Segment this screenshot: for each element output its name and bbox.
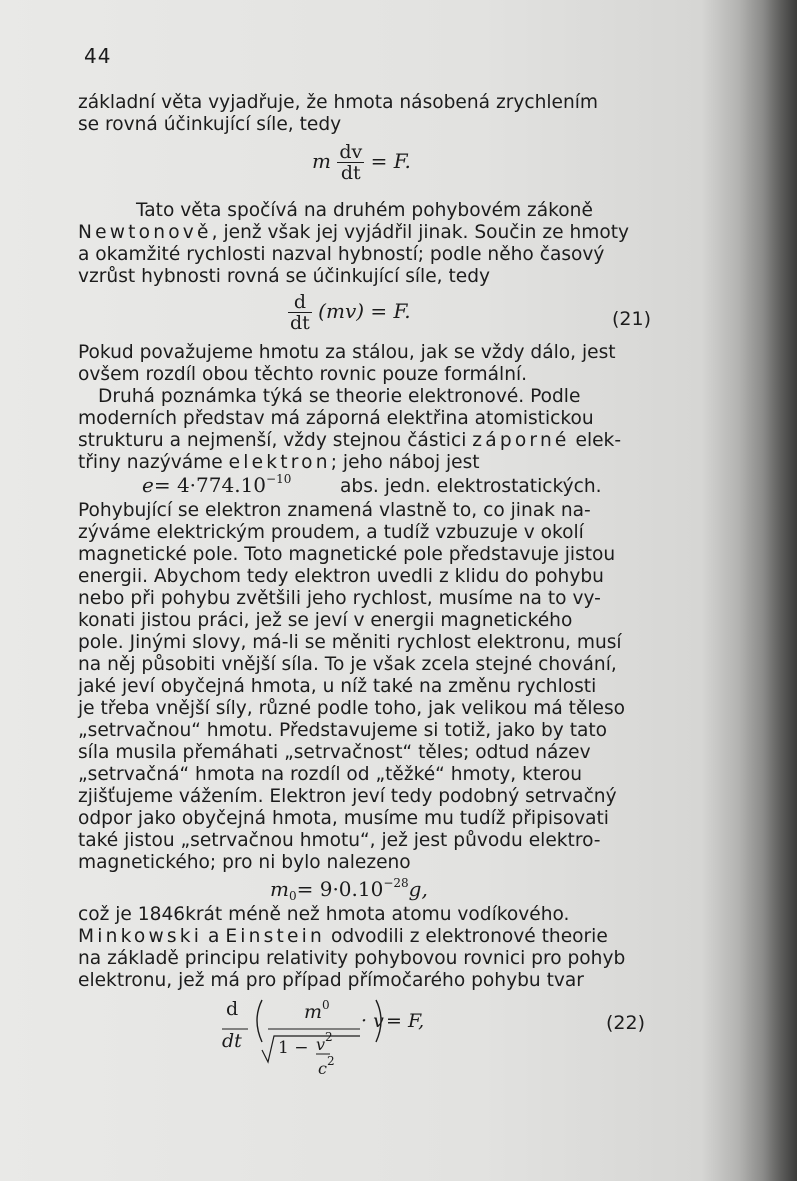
text-line: moderních představ má záporná elektřina atomistickou — [78, 408, 594, 429]
equation-electron-mass — [270, 876, 428, 903]
text-span: elek- — [575, 430, 622, 451]
text-span: třiny nazýváme — [78, 452, 223, 473]
text-line: Pokud považujeme hmotu za stálou, jak se vždy dálo, jest — [78, 342, 616, 363]
equation-21 — [288, 292, 411, 333]
equation-number: (21) — [612, 308, 652, 330]
text-line: odpor jako obyčejná hmota, musíme mu tudíž připisovati — [78, 808, 609, 829]
text-line: na základě principu relativity pohybovou rovnici pro pohyb — [78, 948, 626, 969]
eq-rhs: = F, — [386, 1010, 425, 1032]
text-line: a okamžité rychlosti nazval hybností; podle něho časový — [78, 244, 605, 265]
equation-number: (22) — [606, 1012, 646, 1034]
text-line: pole. Jinými slovy, má-li se měniti rychlost elektronu, musí — [78, 632, 622, 653]
text-line: energii. Abychom tedy elektron uvedli z klidu do pohybu — [78, 566, 604, 587]
eq-value: = 9·0.10 — [296, 877, 384, 901]
equation-newton-2nd-law — [312, 142, 411, 183]
text-line: „setrvačná“ hmota na rozdíl od „těžké“ hmoty, kterou — [78, 764, 582, 785]
text-line: magnetického; pro ni bylo nalezeno — [78, 852, 411, 873]
text-line: také jistou „setrvačnou hmotu“, jež jest původu elektro- — [78, 830, 601, 851]
light-speed-symbol — [318, 1054, 335, 1078]
eq-exponent: −28 — [383, 876, 409, 890]
text-line: magnetické pole. Toto magnetické pole představuje jistou — [78, 544, 616, 565]
root-one-minus: 1 − — [278, 1038, 309, 1058]
page-number: 44 — [84, 44, 112, 68]
velocity-factor: · v — [361, 1010, 384, 1032]
text-span: , jenž však jej vyjádřil jinak. Součin ze hmoty — [211, 222, 630, 243]
text-line: na něj působiti vnější síla. To je však zcela stejné chování, — [78, 654, 617, 675]
eq-symbol: e — [142, 473, 154, 497]
velocity-symbol — [316, 1030, 333, 1054]
equation-22-drawing — [218, 996, 458, 1076]
text-span: a — [208, 926, 220, 947]
text-line: zýváme elektrickým proudem, a tudíž vzbuzuje v okolí — [78, 522, 584, 543]
text-line: Tato věta spočívá na druhém pohybovém zákoně — [136, 200, 593, 221]
text-span: ; jeho náboj jest — [330, 452, 480, 473]
text-line: konati jistou práci, jež se jeví v energii magnetického — [78, 610, 573, 631]
text-line: se rovná účinkující síle, tedy — [78, 114, 342, 135]
mass-symbol — [304, 998, 330, 1023]
spaced-word: elektron — [228, 452, 331, 473]
fraction — [337, 142, 364, 183]
eq-symbol: m — [270, 877, 289, 901]
text-line: Druhá poznámka týká se theorie elektronové. Podle — [98, 386, 581, 407]
fraction-numerator: dv — [339, 141, 363, 163]
text-line — [78, 430, 653, 452]
text-span: odvodili z elektronové theorie — [330, 926, 608, 947]
text-line: abs. jedn. elektrostatických. — [340, 476, 602, 497]
c-exponent: 2 — [326, 1054, 335, 1068]
text-line: je třeba vnější síly, různé podle toho, jak velikou má těleso — [78, 698, 626, 719]
fraction-numerator: d — [226, 998, 239, 1020]
text-line — [78, 926, 653, 948]
text-line: základní věta vyjadřuje, že hmota násobená zrychlením — [78, 92, 599, 113]
fraction-numerator: d — [293, 291, 306, 313]
eq-subscript: 0 — [288, 889, 297, 903]
v-exponent: 2 — [325, 1030, 333, 1044]
spaced-name: Newtonově — [78, 222, 212, 243]
text-line: Pohybující se elektron znamená vlastně to, co jinak na- — [78, 500, 591, 521]
text-line: vzrůst hybnosti rovná se účinkující síle, tedy — [78, 266, 491, 287]
text-line — [78, 452, 653, 474]
text-line: elektronu, jež má pro případ přímočarého pohybu tvar — [78, 970, 584, 991]
spaced-word: záporné — [472, 430, 570, 451]
eq-body: (mv) = F. — [318, 299, 411, 323]
equation-22 — [218, 996, 458, 1076]
text-line — [78, 222, 653, 244]
text-line: „setrvačnou“ hmotu. Představujeme si totiž, jako by tato — [78, 720, 608, 741]
v-letter: v — [316, 1035, 326, 1054]
text-line: nebo při pohybu zvětšili jeho rychlost, musíme na to vy- — [78, 588, 601, 609]
text-span: strukturu a nejmenší, vždy stejnou částici — [78, 430, 467, 451]
eq-symbol: m — [312, 149, 331, 173]
spaced-name: Einstein — [225, 926, 326, 947]
equation-electron-charge — [142, 472, 291, 497]
text-line: síla musila přemáhati „setrvačnost“ těles; odtud název — [78, 742, 591, 763]
text-line: což je 1846krát méně než hmota atomu vodíkového. — [78, 904, 570, 925]
fraction-denominator: dt — [222, 1030, 242, 1052]
text-line: ovšem rozdíl obou těchto rovnic pouze formální. — [78, 364, 528, 385]
text-line: jaké jeví obyčejná hmota, u níž také na změnu rychlosti — [78, 676, 597, 697]
spaced-name: Minkowski — [78, 926, 203, 947]
eq-exponent: −10 — [266, 472, 292, 486]
mass-letter: m — [304, 1001, 323, 1023]
fraction-denominator: dt — [337, 162, 364, 183]
eq-value: = 4·774.10 — [153, 473, 267, 497]
mass-superscript: 0 — [322, 998, 330, 1012]
text-line: zjišťujeme vážením. Elektron jeví tedy podobný setrvačný — [78, 786, 617, 807]
page-edge-shadow — [739, 0, 797, 1181]
fraction-denominator: dt — [290, 312, 310, 334]
eq-rhs: = F. — [370, 149, 411, 173]
fraction — [288, 292, 312, 333]
eq-unit: g, — [408, 877, 428, 901]
c-letter: c — [318, 1059, 327, 1078]
